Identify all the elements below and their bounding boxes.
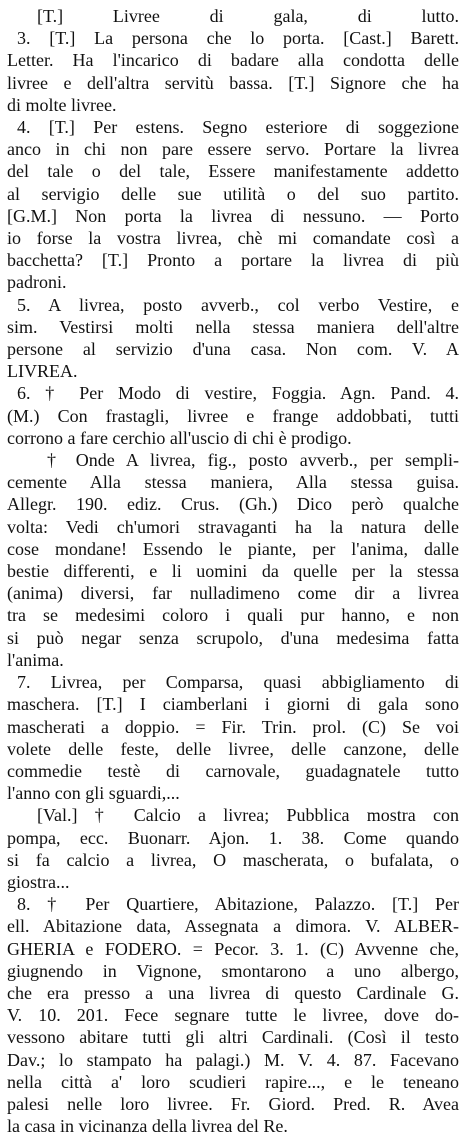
- text-line: si può negar senza scrupolo, d'una medesima fatta: [7, 627, 459, 648]
- text-line: ell. Abitazione data, Assegnata a dimora. V. ALBER-: [7, 916, 459, 937]
- text-line: bacchetta? [T.] Pronto a portare la livrea di più: [7, 250, 459, 271]
- text-line: vessono abitare tutti gli altri Cardinali. (Così il testo: [7, 1027, 459, 1048]
- text-line: giugnendo in Vignone, smontarono a uno albergo,: [7, 960, 459, 981]
- text-line: padroni.: [7, 272, 67, 293]
- text-line: 3. [T.] La persona che lo porta. [Cast.] Barett.: [17, 28, 459, 49]
- text-line: 6. † Per Modo di vestire, Foggia. Agn. Pand. 4.: [17, 383, 459, 404]
- text-line: Letter. Ha l'incarico di badare alla condotta delle: [7, 50, 459, 71]
- text-line: tra se medesimi coloro i quali pur hanno, e non: [7, 605, 459, 626]
- text-line: persone al servizio d'una casa. Non com. V. A: [7, 339, 459, 360]
- text-line: pompa, ecc. Buonarr. Ajon. 1. 38. Come quando: [7, 827, 459, 848]
- text-line: † Onde A livrea, fig., posto avverb., per sempli-: [47, 450, 459, 471]
- text-line: che era presso a una livrea di questo Cardinale G.: [7, 982, 459, 1003]
- text-line: maschera. [T.] I ciamberlani i giorni di gala sono: [7, 694, 459, 715]
- text-line: palesi nelle loro livree. Fr. Giord. Pred. R. Avea: [7, 1093, 459, 1114]
- text-line: Dav.; lo stampato ha palagi.) M. V. 4. 87. Facevano: [7, 1049, 459, 1070]
- text-line: corrono a fare cerchio all'uscio di chi è prodigo.: [7, 427, 352, 448]
- text-line: V. 10. 201. Fece segnare tutte le livree, dove do-: [7, 1005, 459, 1026]
- text-line: commedie testè di carnovale, guadagnatele tutto: [7, 760, 459, 781]
- text-line: Allegr. 190. ediz. Crus. (Gh.) Dico però qualche: [7, 494, 459, 515]
- text-line: mascherati a doppio. = Fir. Trin. prol. (C) Se voi: [7, 716, 459, 737]
- text-line: volete delle feste, delle livree, delle canzone, delle: [7, 738, 459, 759]
- text-line: bestie differenti, e li uomini da quelle per la stessa: [7, 561, 459, 582]
- text-line: [G.M.] Non porta la livrea di nessuno. — Porto: [7, 205, 459, 226]
- text-line: LIVREA.: [7, 361, 78, 382]
- text-line: volta: Vedi ch'umori stravaganti ha la natura delle: [7, 516, 459, 537]
- text-line: cemente Alla stessa maniera, Alla stessa guisa.: [7, 472, 459, 493]
- text-line: cose mondane! Essendo le piante, per l'anima, dalle: [7, 538, 459, 559]
- text-line: 8. † Per Quartiere, Abitazione, Palazzo. [T.] Per: [17, 894, 459, 915]
- text-line: nella città a' loro scudieri rapire..., e le teneano: [7, 1071, 459, 1092]
- text-line: 4. [T.] Per estens. Segno esteriore di soggezione: [17, 117, 459, 138]
- text-line: livree e dell'altra servitù bassa. [T.] Signore che ha: [7, 72, 459, 93]
- text-line: 5. A livrea, posto avverb., col verbo Vestire, e: [17, 294, 459, 315]
- text-line: [T.] Livree di gala, di lutto.: [37, 6, 459, 26]
- text-line: l'anima.: [7, 649, 64, 670]
- text-line: la casa in vicinanza della livrea del Re.: [7, 1116, 288, 1137]
- text-line: (M.) Con frastagli, livree e frange addobbati, tutti: [7, 405, 459, 426]
- text-line: l'anno con gli sguardi,...: [7, 783, 180, 804]
- text-line: io forse la vostra livrea, chè mi comandate così a: [7, 228, 459, 249]
- text-line: al servigio delle sue utilità o del suo partito.: [7, 183, 459, 204]
- text-line: [Val.] † Calcio a livrea; Pubblica mostra con: [37, 805, 459, 826]
- text-line: anco in chi non pare essere servo. Portare la livrea: [7, 139, 459, 160]
- text-line: GHERIA e FODERO. = Pecor. 3. 1. (C) Avvenne che,: [7, 938, 459, 959]
- text-line: del tale o del tale, Essere manifestamente addetto: [7, 161, 459, 182]
- text-line: (anima) diversi, far nulladimeno come dir a livrea: [7, 583, 459, 604]
- text-line: si fa calcio a livrea, O mascherata, o bufalata, o: [7, 849, 459, 870]
- text-line: 7. Livrea, per Comparsa, quasi abbigliamento di: [17, 672, 459, 693]
- text-line: sim. Vestirsi molti nella stessa maniera dell'altre: [7, 316, 459, 337]
- text-line: di molte livree.: [7, 94, 117, 115]
- text-line: giostra...: [7, 871, 70, 892]
